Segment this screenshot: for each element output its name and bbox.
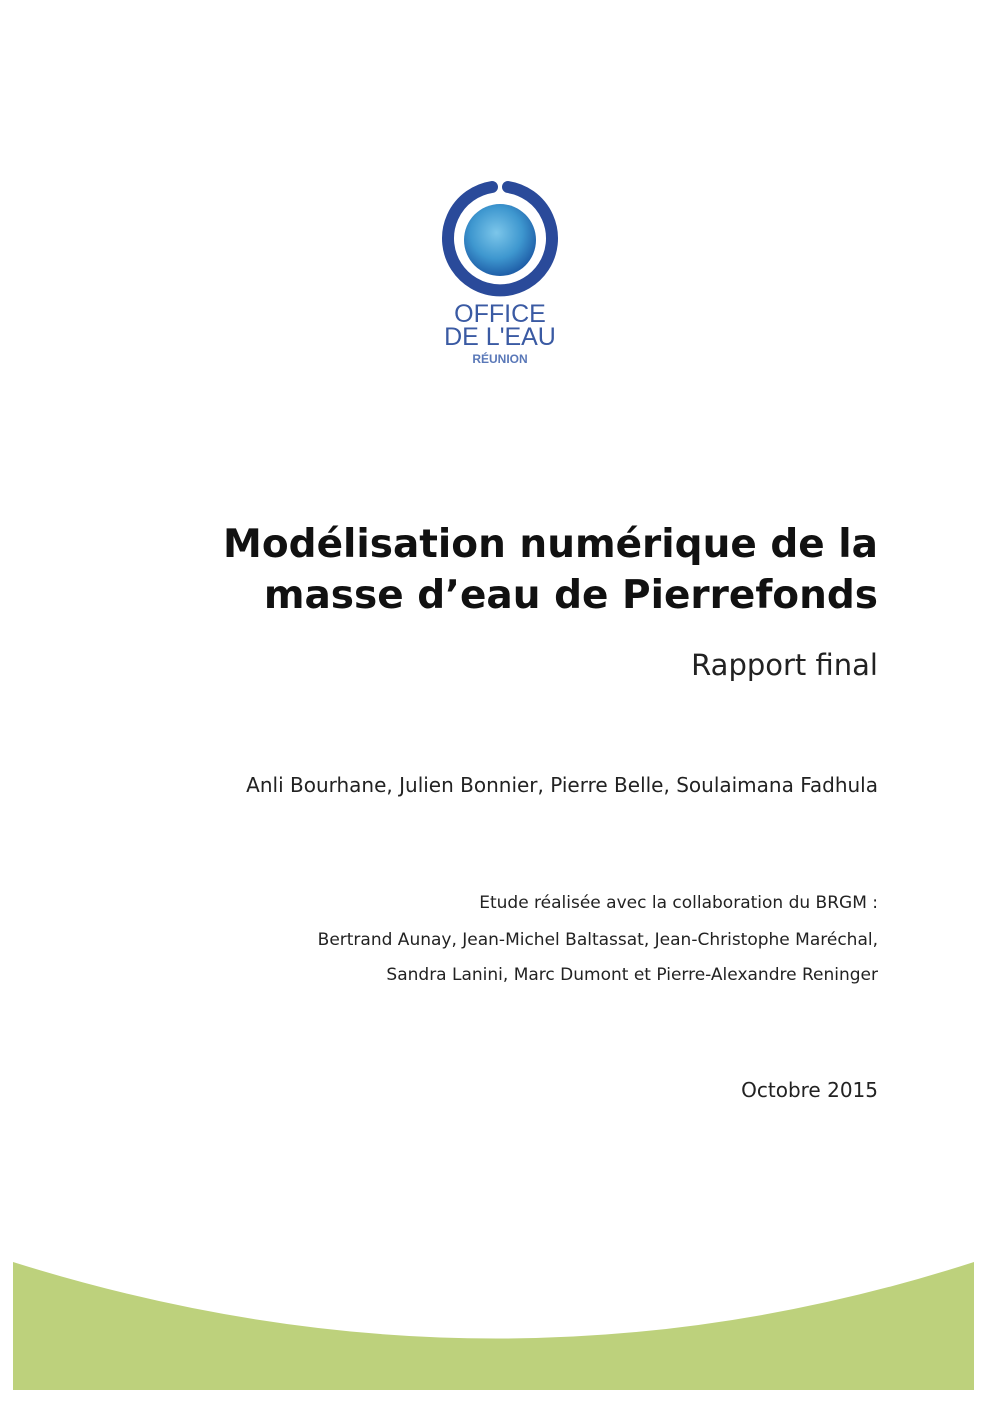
collaboration-heading: Etude réalisée avec la collaboration du BRGM : bbox=[479, 893, 878, 913]
authors: Anli Bourhane, Julien Bonnier, Pierre Belle, Soulaimana Fadhula bbox=[246, 773, 878, 797]
logo-text-office: OFFICE bbox=[454, 300, 546, 328]
logo-text-reunion: RÉUNION bbox=[472, 352, 528, 366]
publication-date: Octobre 2015 bbox=[741, 1078, 878, 1102]
document-subtitle: Rapport final bbox=[691, 648, 878, 682]
collaborators-line-1: Bertrand Aunay, Jean-Michel Baltassat, Jean-Christophe Maréchal, bbox=[317, 930, 878, 950]
green-wave-footer bbox=[0, 1255, 999, 1415]
office-de-leau-logo bbox=[420, 175, 580, 375]
water-drop-ring-icon bbox=[420, 175, 580, 305]
collaborators-line-2: Sandra Lanini, Marc Dumont et Pierre-Alexandre Reninger bbox=[386, 965, 878, 985]
logo-text-de-leau: DE L'EAU bbox=[444, 323, 556, 351]
document-title-line-1: Modélisation numérique de la bbox=[223, 522, 878, 567]
document-title-line-2: masse d’eau de Pierrefonds bbox=[263, 573, 878, 618]
